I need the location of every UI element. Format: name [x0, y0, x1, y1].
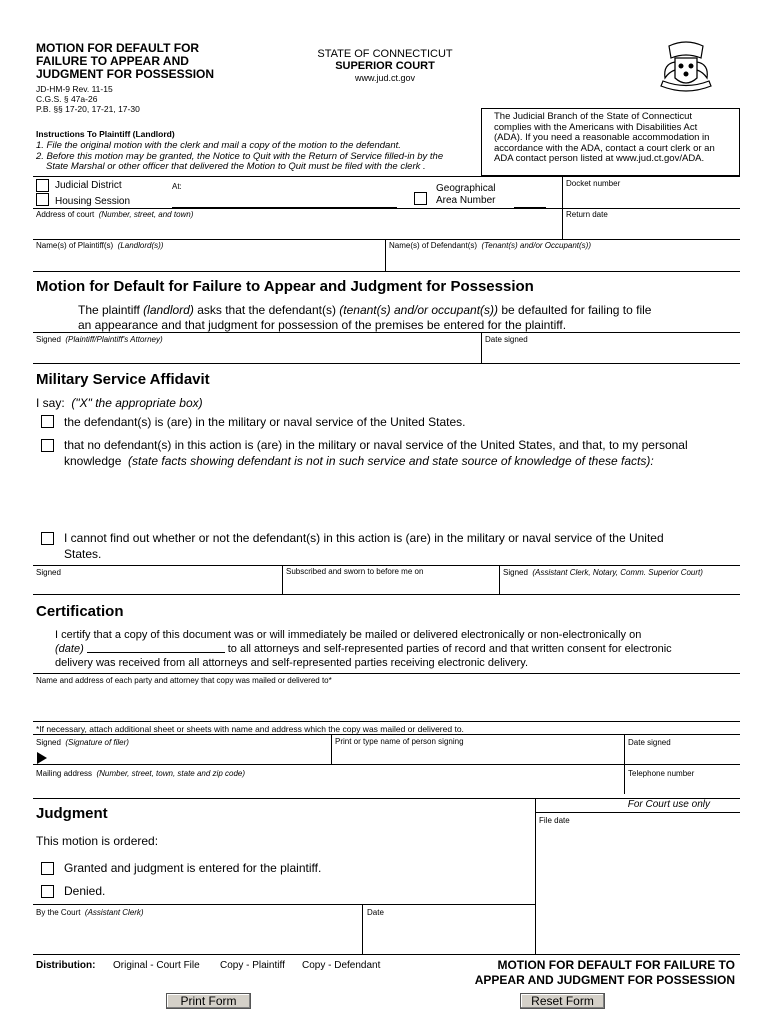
motion-text-line1 [78, 303, 651, 317]
file-date-label: File date [539, 816, 570, 825]
plaintiff-name-label [36, 241, 163, 250]
address-hint-text: (Number, street, and town) [98, 210, 194, 219]
i-say-hint: ("X" the appropriate box) [71, 396, 203, 410]
in-military-checkbox[interactable] [41, 415, 54, 428]
telephone-label: Telephone number [628, 769, 695, 778]
state-name: STATE OF CONNECTICUT [317, 48, 453, 60]
judicial-district-label: Judicial District [55, 180, 122, 191]
divider [562, 208, 740, 209]
motion-text-part: The plaintiff [78, 303, 144, 317]
divider [33, 271, 740, 272]
cert-line2-text: to all attorneys and self-represented parties of record and that written consent for electronic [227, 643, 672, 655]
cannot-determine-label-2: States. [64, 547, 102, 561]
geographical-area-checkbox[interactable] [414, 192, 427, 205]
geo-line2: Area Number [436, 195, 496, 206]
divider [33, 954, 740, 955]
divider [282, 565, 283, 595]
geographical-area-label [436, 183, 495, 207]
housing-session-label: Housing Session [55, 196, 131, 207]
granted-checkbox[interactable] [41, 862, 54, 875]
mailing-label-text: Mailing address [36, 769, 93, 778]
reset-form-button[interactable]: Reset Form [520, 993, 605, 1009]
motion-date-signed-label: Date signed [485, 335, 528, 344]
names-addresses-field[interactable] [36, 686, 736, 720]
motion-section-title: Motion for Default for Failure to Appear and Judgment for Possession [36, 278, 534, 295]
instruction-item: State Marshal or other officer that delivered the Motion to Quit must be filed with the clerk . [46, 161, 426, 172]
cert-date-signed-label: Date signed [628, 738, 671, 747]
facts-textarea[interactable] [64, 470, 734, 526]
divider [33, 176, 740, 177]
state-seal-icon [655, 38, 717, 96]
divider [33, 332, 740, 333]
not-in-military-label: that no defendant(s) in this action is (are) in the military or naval service of the United States, and that, to my personal [64, 438, 688, 452]
ada-notice [481, 108, 740, 176]
judgment-date-label: Date [367, 908, 384, 917]
subscribed-label: Subscribed and sworn to before me on [286, 567, 424, 576]
form-title-line3: JUDGMENT FOR POSSESSION [36, 67, 215, 81]
judicial-district-checkbox[interactable] [36, 179, 49, 192]
divider [362, 904, 363, 955]
pb-citation: P.B. §§ 17-20, 17-21, 17-30 [36, 104, 140, 114]
judgment-section-title: Judgment [36, 805, 108, 822]
filer-signed-label [36, 738, 129, 747]
denied-label: Denied. [64, 884, 106, 898]
i-say-text: I say: [36, 396, 65, 410]
defendant-hint-text: (Tenant(s) and/or Occupant(s)) [481, 241, 592, 250]
denied-checkbox[interactable] [41, 885, 54, 898]
additional-sheet-note: *If necessary, attach additional sheet or sheets with name and address which the copy was mailed or delivered to. [36, 724, 464, 734]
divider [33, 565, 740, 566]
divider [33, 904, 535, 905]
docket-number-label: Docket number [566, 179, 621, 188]
divider [33, 239, 740, 240]
court-use-only-label: For Court use only [627, 799, 710, 810]
signed2-hint: (Assistant Clerk, Notary, Comm. Superior Court) [532, 568, 703, 577]
divider [33, 594, 740, 595]
distribution-label: Distribution: [36, 960, 96, 971]
mailing-hint-text: (Number, street, town, state and zip code) [96, 769, 245, 778]
certification-line1: I certify that a copy of this document was or will immediately be mailed or delivered electronically or non-electronically on [55, 629, 642, 641]
address-label-text: Address of court [36, 210, 95, 219]
distribution-copy-plaintiff: Copy - Plaintiff [220, 960, 285, 971]
divider [33, 363, 740, 364]
cannot-determine-checkbox[interactable] [41, 532, 54, 545]
distribution-copy-defendant: Copy - Defendant [302, 960, 381, 971]
form-id: JD-HM-9 Rev. 11-15 [36, 84, 113, 94]
names-addresses-label: Name and address of each party and attorney that copy was mailed or delivered to* [36, 676, 332, 685]
divider [33, 764, 740, 765]
footer-title [440, 958, 735, 988]
instructions-list [36, 141, 443, 173]
military-section-title: Military Service Affidavit [36, 371, 210, 388]
print-name-label: Print or type name of person signing [335, 737, 464, 746]
motion-text-part: (tenant(s) and/or occupant(s)) [339, 303, 499, 317]
motion-text-line2: an appearance and that judgment for possession of the premises be entered for the plaintiff. [78, 318, 567, 332]
divider [33, 734, 740, 735]
in-military-label: the defendant(s) is (are) in the military or naval service of the United States. [64, 415, 466, 429]
ada-line: accordance with the ADA, contact a court clerk or an [494, 142, 715, 154]
by-the-court-label [36, 908, 144, 917]
military-signed-label: Signed [36, 568, 61, 577]
divider [499, 565, 500, 595]
ada-line: ADA contact person listed at www.jud.ct.gov/ADA. [494, 153, 705, 164]
form-citations [36, 84, 140, 114]
divider [481, 332, 482, 364]
cert-date-hint: (date) [55, 643, 84, 655]
notary-signed-label [503, 568, 703, 577]
ada-line: The Judicial Branch of the State of Connecticut [494, 111, 693, 122]
print-form-button[interactable]: Print Form [166, 993, 251, 1009]
return-date-label: Return date [566, 210, 608, 219]
instruction-item: 2. Before this motion may be granted, the Notice to Quit with the Return of Service filled-in by the [36, 150, 444, 162]
by-court-hint: (Assistant Clerk) [84, 908, 144, 917]
knowledge-hint: (state facts showing defendant is not in such service and state source of knowledge of these facts): [128, 454, 654, 468]
sign-here-arrow-icon [37, 752, 47, 764]
not-in-military-checkbox[interactable] [41, 439, 54, 452]
court-heading [290, 48, 480, 83]
ada-line: (ADA). If you need a reasonable accommodation in [494, 132, 710, 143]
cannot-determine-label: I cannot find out whether or not the defendant(s) in this action is (are) in the military or naval service of the United [64, 531, 664, 545]
divider [535, 798, 536, 955]
divider [385, 239, 386, 271]
granted-label: Granted and judgment is entered for the plaintiff. [64, 861, 322, 875]
ada-line: complies with the Americans with Disabilities Act [494, 121, 698, 133]
defendant-name-label [389, 241, 591, 250]
court-website: www.jud.ct.gov [354, 73, 416, 83]
footer-title-line2: APPEAR AND JUDGMENT FOR POSSESSION [474, 973, 735, 987]
mailing-address-label [36, 769, 245, 778]
form-title-line2: FAILURE TO APPEAR AND [36, 54, 189, 68]
instructions-heading: Instructions To Plaintiff (Landlord) [36, 129, 175, 139]
form-title-line1: MOTION FOR DEFAULT FOR [36, 41, 200, 55]
filer-signed-hint: (Signature of filer) [65, 738, 129, 747]
divider [33, 721, 740, 722]
filer-signed-text: Signed [36, 738, 61, 747]
signed-label-text: Signed [36, 335, 61, 344]
certification-section-title: Certification [36, 603, 124, 620]
signed2-text: Signed [503, 568, 528, 577]
court-name: SUPERIOR COURT [335, 60, 435, 72]
form-title [36, 42, 214, 81]
cgs-citation: C.G.S. § 47a-26 [36, 94, 98, 104]
divider [33, 208, 562, 209]
distribution-original: Original - Court File [113, 960, 200, 971]
i-say-line [36, 396, 203, 410]
motion-signed-label [36, 335, 163, 344]
geo-line1: Geographical [436, 183, 496, 194]
motion-text-part: be defaulted for failing to file [498, 303, 652, 317]
motion-text-part: (landlord) [143, 303, 194, 317]
certification-line3: delivery was received from all attorneys and self-represented parties receiving electronic delivery. [55, 657, 529, 669]
plaintiff-label-text: Name(s) of Plaintiff(s) [36, 241, 114, 250]
signed-hint-text: (Plaintiff/Plaintiff's Attorney) [65, 335, 163, 344]
instruction-item: 1. File the original motion with the clerk and mail a copy of the motion to the defendant. [36, 140, 401, 151]
housing-session-checkbox[interactable] [36, 193, 49, 206]
plaintiff-hint-text: (Landlord(s)) [117, 241, 164, 250]
divider [535, 812, 740, 813]
motion-ordered-text: This motion is ordered: [36, 834, 159, 848]
divider [331, 734, 332, 764]
certification-line2 [55, 642, 672, 656]
at-label: At: [172, 182, 182, 191]
defendant-label-text: Name(s) of Defendant(s) [389, 241, 478, 250]
knowledge-text: knowledge [64, 454, 122, 468]
not-in-military-label-2 [64, 454, 654, 468]
footer-title-line1: MOTION FOR DEFAULT FOR FAILURE TO [497, 958, 735, 972]
divider [33, 673, 740, 674]
motion-text-part: asks that the defendant(s) [193, 303, 340, 317]
by-court-text: By the Court [36, 908, 81, 917]
address-of-court-label [36, 210, 193, 219]
cert-date-input[interactable] [87, 652, 225, 653]
